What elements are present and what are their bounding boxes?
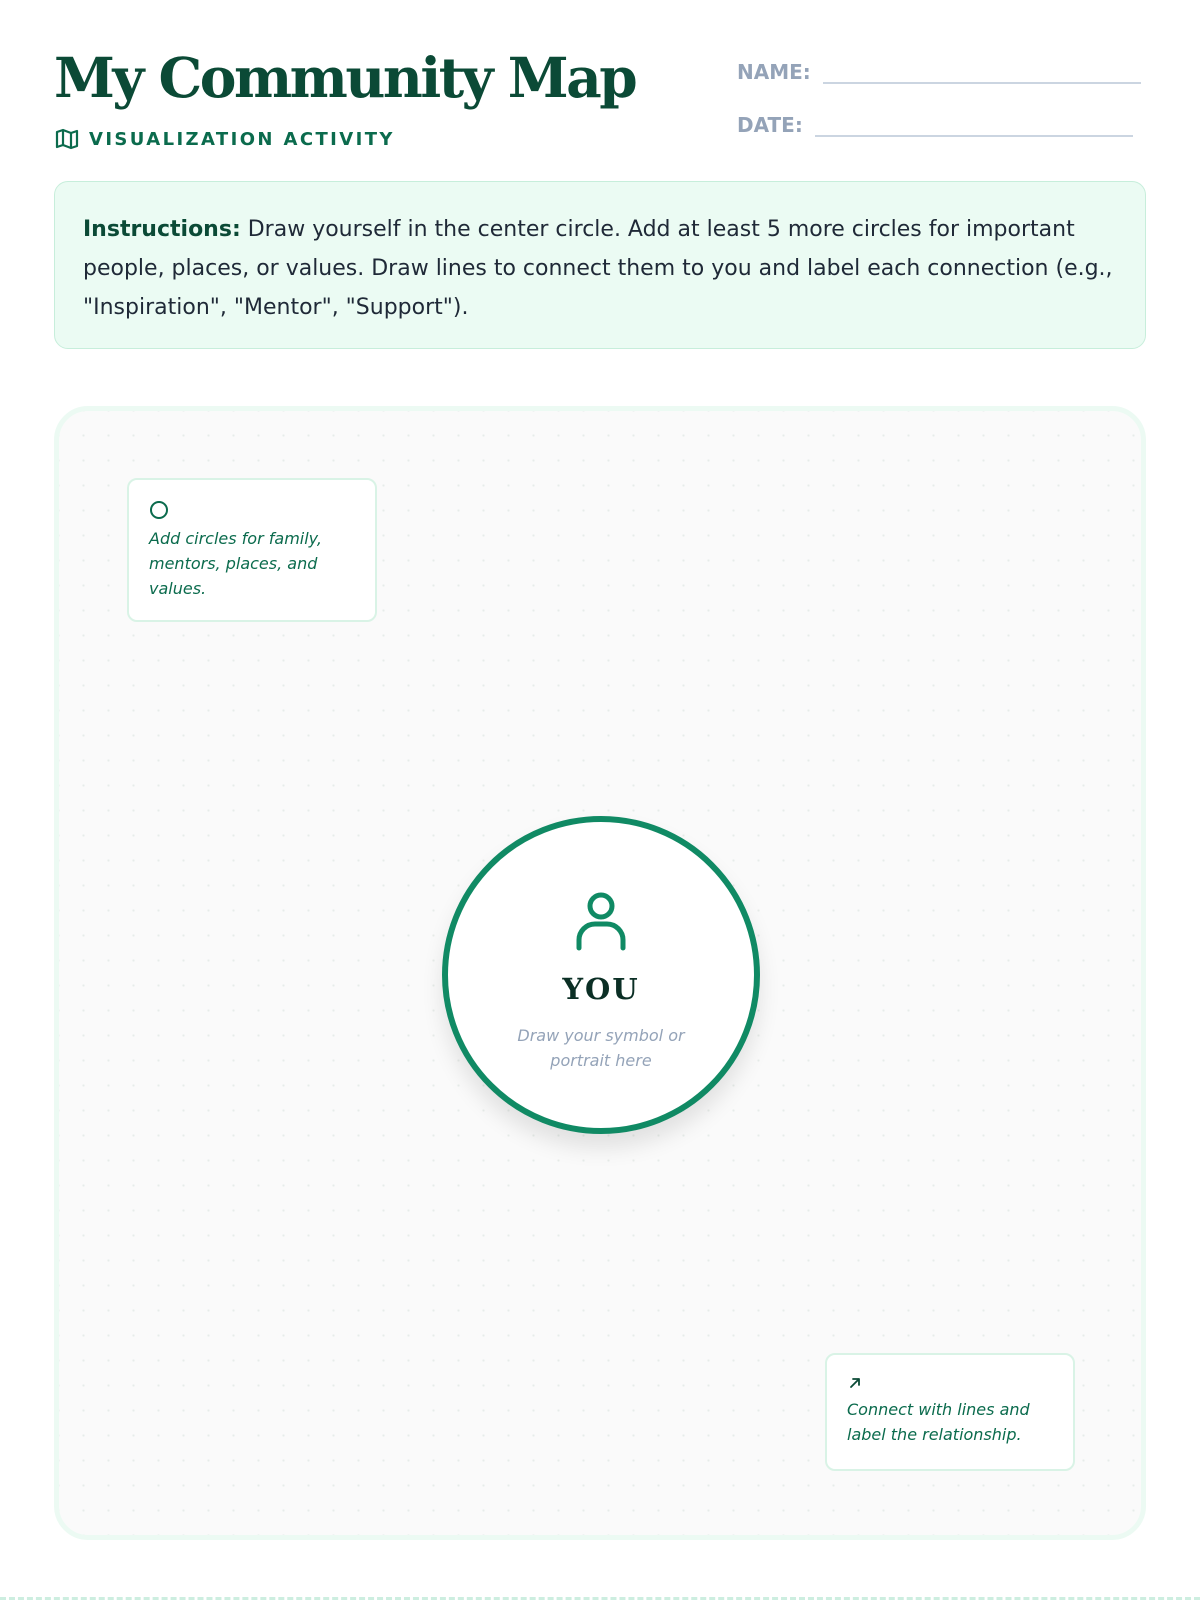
subtitle-text: VISUALIZATION ACTIVITY [89,128,395,150]
hint-circles-text: Add circles for family, mentors, places, and values. [149,529,322,598]
hint-card-circles [127,478,377,622]
arrow-up-right-icon [847,1375,863,1391]
you-hint: Draw your symbol or portrait here [517,1026,685,1070]
date-write-line[interactable] [815,113,1133,137]
date-field[interactable] [737,113,1133,137]
activity-subtitle [55,128,395,150]
instructions-lead: Instructions: [83,217,241,242]
instructions-text: Draw yourself in the center circle. Add at least 5 more circles for important people, places, or values. Draw lines to connect them to you and label each connection (e.g., "Inspiration", "Mentor", "Support"). [83,217,1113,320]
name-label: NAME: [737,60,811,84]
circle-icon [149,500,169,520]
name-write-line[interactable] [823,60,1141,84]
date-label: DATE: [737,113,803,137]
hint-connect-text: Connect with lines and label the relationship. [847,1400,1030,1444]
hint-card-connect [825,1353,1075,1471]
name-field[interactable] [737,60,1141,84]
map-icon [55,128,79,150]
page-title: My Community Map [54,45,636,110]
instructions-box [54,181,1146,349]
you-label: YOU [562,972,640,1006]
person-icon [573,890,629,952]
you-center-circle[interactable] [442,816,760,1134]
